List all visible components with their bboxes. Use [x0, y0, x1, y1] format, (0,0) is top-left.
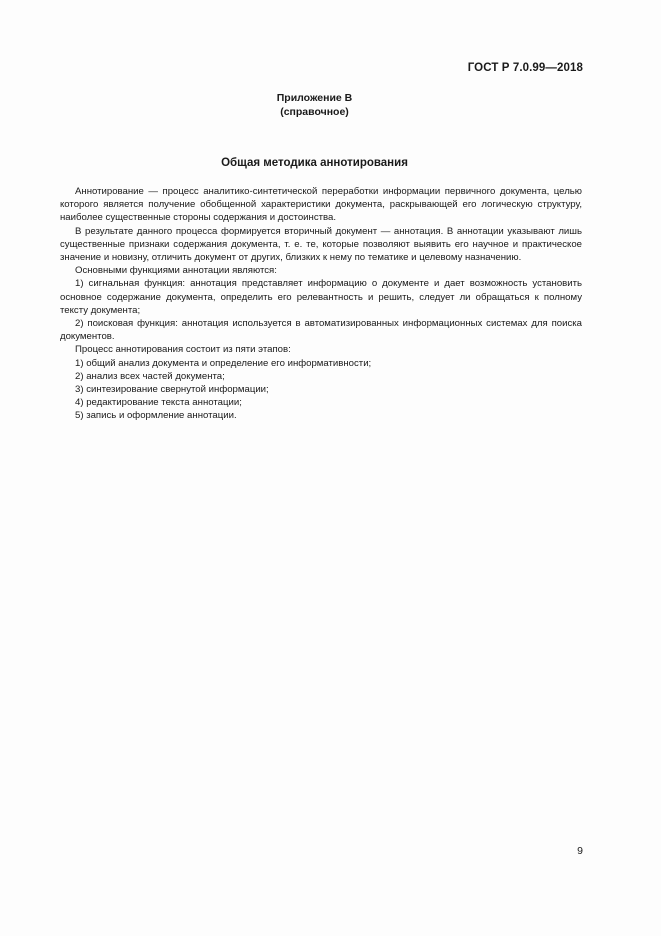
appendix-heading — [0, 91, 629, 119]
section-title: Общая методика аннотирования — [221, 157, 408, 169]
list-item-stage-3: 3) синтезирование свернутой информации; — [75, 384, 269, 396]
paragraph-functions-intro: Основными функциями аннотации являются: — [75, 265, 277, 277]
appendix-title: Приложение В — [276, 92, 353, 104]
document-code: ГОСТ Р 7.0.99—2018 — [467, 62, 583, 74]
body-text — [60, 185, 582, 423]
list-item-stage-1: 1) общий анализ документа и определение его информативности; — [75, 357, 372, 369]
paragraph-stages-intro: Процесс аннотирования состоит из пяти этапов: — [75, 344, 291, 356]
page-number: 9 — [577, 845, 583, 857]
list-item-stage-5: 5) запись и оформление аннотации. — [75, 410, 237, 422]
paragraph-result: В результате данного процесса формируется вторичный документ — аннотация. В аннотации указывают лишь существенные признаки содержания документа, т. е. те, которые позволяют выявить его научное и практическое значение и новизну, отличить документ от других, близких к нему по тематике и целевому назначению. — [60, 225, 582, 264]
appendix-subtitle: (справочное) — [280, 106, 349, 118]
paragraph-search-function: 2) поисковая функция: аннотация используется в автоматизированных информационных системах для поиска документов. — [60, 318, 582, 343]
paragraph-signal-function: 1) сигнальная функция: аннотация представляет информацию о документе и дает возможность установить основное содержание документа, определить его релевантность и решить, следует ли обращаться к полному тексту документа; — [60, 278, 582, 316]
list-item-stage-2: 2) анализ всех частей документа; — [75, 370, 225, 382]
list-item-stage-4: 4) редактирование текста аннотации; — [75, 397, 242, 409]
paragraph-definition: Аннотирование — процесс аналитико-синтетической переработки информации первичного документа, целью которого является получение обобщенной характеристики документа, раскрывающей его логическую структуру, наиболее существенные стороны содержания и достоинства. — [60, 186, 582, 224]
